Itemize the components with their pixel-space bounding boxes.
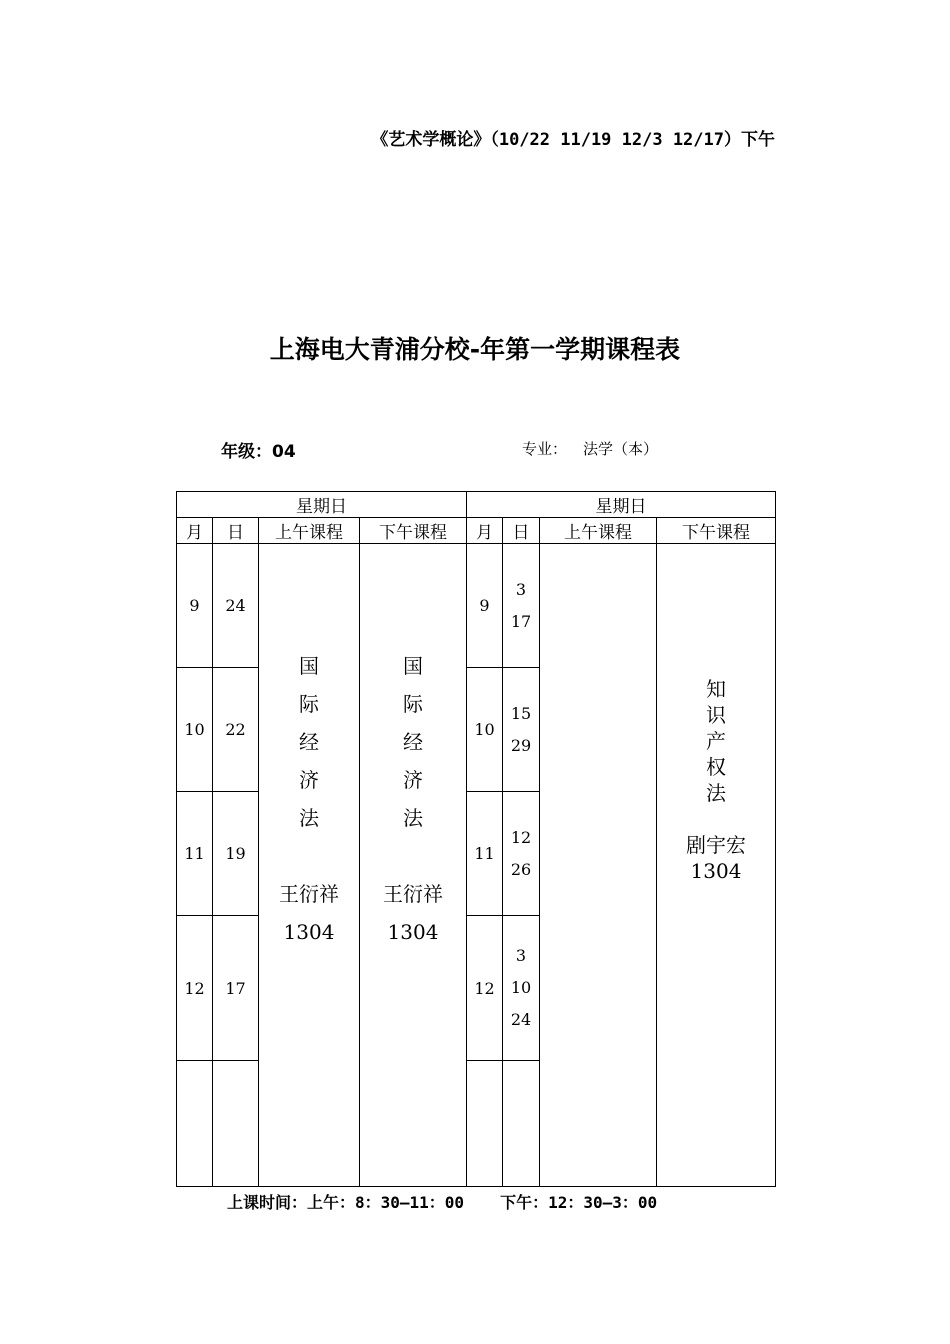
col-header-month: 月 xyxy=(177,518,213,544)
day-value: 3 xyxy=(515,946,527,965)
room-number: 1304 xyxy=(387,920,439,944)
teacher-name: 王衍祥 xyxy=(383,882,443,906)
class-time-pm: 下午：12：30—3：00 xyxy=(500,1193,658,1212)
grade-label: 年级：04 xyxy=(221,442,296,462)
day-value: 26 xyxy=(510,859,532,879)
course-char: 经 xyxy=(299,730,319,754)
course-char: 国 xyxy=(403,654,423,678)
left-month-cell: 11 xyxy=(177,792,213,916)
left-month-cell: 12 xyxy=(177,916,213,1061)
col-header-day: 日 xyxy=(213,518,259,544)
group-header-left: 星期日 xyxy=(177,492,467,518)
course-char: 国 xyxy=(299,654,319,678)
course-char: 识 xyxy=(706,703,726,727)
day-value: 17 xyxy=(510,611,532,631)
page-title: 上海电大青浦分校-年第一学期课程表 xyxy=(269,335,681,364)
teacher-name: 王衍祥 xyxy=(279,882,339,906)
right-am-course-cell xyxy=(540,544,657,1187)
day-value: 24 xyxy=(510,1010,532,1029)
class-time-am: 上课时间：上午：8：30—11：00 xyxy=(227,1193,465,1212)
left-month-cell: 9 xyxy=(177,544,213,668)
left-month-cell: 10 xyxy=(177,668,213,792)
day-value: 3 xyxy=(515,579,527,599)
course-char: 产 xyxy=(706,729,726,753)
day-value: 29 xyxy=(510,735,532,755)
right-month-cell: 9 xyxy=(467,544,503,668)
course-char: 知 xyxy=(706,677,726,701)
major-field xyxy=(522,438,658,459)
schedule-table xyxy=(176,491,776,1187)
course-char: 济 xyxy=(299,768,319,792)
day-value: 15 xyxy=(510,703,532,723)
col-header-am-course: 上午课程 xyxy=(540,518,657,544)
day-value: 10 xyxy=(510,978,532,997)
course-char: 法 xyxy=(403,806,423,830)
right-month-cell: 11 xyxy=(467,792,503,916)
course-char: 法 xyxy=(706,781,726,805)
major-value: 法学（本） xyxy=(583,440,659,458)
col-header-am-course: 上午课程 xyxy=(259,518,360,544)
course-note: 《艺术学概论》（10/22 11/19 12/3 12/17）下午 xyxy=(371,130,775,150)
course-char: 经 xyxy=(403,730,423,754)
left-day-cell: 17 xyxy=(213,916,259,1061)
group-header-row xyxy=(177,492,776,518)
col-header-day: 日 xyxy=(503,518,540,544)
left-day-cell: 24 xyxy=(213,544,259,668)
teacher-name: 剧宇宏 xyxy=(686,833,746,857)
left-month-cell xyxy=(177,1061,213,1187)
left-day-cell: 19 xyxy=(213,792,259,916)
left-day-cell: 22 xyxy=(213,668,259,792)
right-month-cell: 10 xyxy=(467,668,503,792)
left-am-course-cell xyxy=(259,544,360,1187)
right-day-cell xyxy=(503,916,540,1061)
day-value: 12 xyxy=(510,827,532,847)
right-month-cell xyxy=(467,1061,503,1187)
course-char: 法 xyxy=(299,806,319,830)
class-time xyxy=(227,1190,657,1213)
column-header-row xyxy=(177,518,776,544)
table-row xyxy=(177,544,776,668)
course-char: 济 xyxy=(403,768,423,792)
col-header-pm-course: 下午课程 xyxy=(657,518,776,544)
course-char: 际 xyxy=(299,692,319,716)
major-label: 专业： xyxy=(522,440,568,458)
room-number: 1304 xyxy=(690,859,742,883)
right-month-cell: 12 xyxy=(467,916,503,1061)
right-day-cell xyxy=(503,668,540,792)
right-pm-course-cell xyxy=(657,544,776,1187)
col-header-pm-course: 下午课程 xyxy=(360,518,467,544)
right-day-cell xyxy=(503,1061,540,1187)
group-header-right: 星期日 xyxy=(467,492,776,518)
course-char: 际 xyxy=(403,692,423,716)
right-day-cell xyxy=(503,544,540,668)
right-day-cell xyxy=(503,792,540,916)
room-number: 1304 xyxy=(283,920,335,944)
left-day-cell xyxy=(213,1061,259,1187)
course-char: 权 xyxy=(706,755,726,779)
left-pm-course-cell xyxy=(360,544,467,1187)
col-header-month: 月 xyxy=(467,518,503,544)
